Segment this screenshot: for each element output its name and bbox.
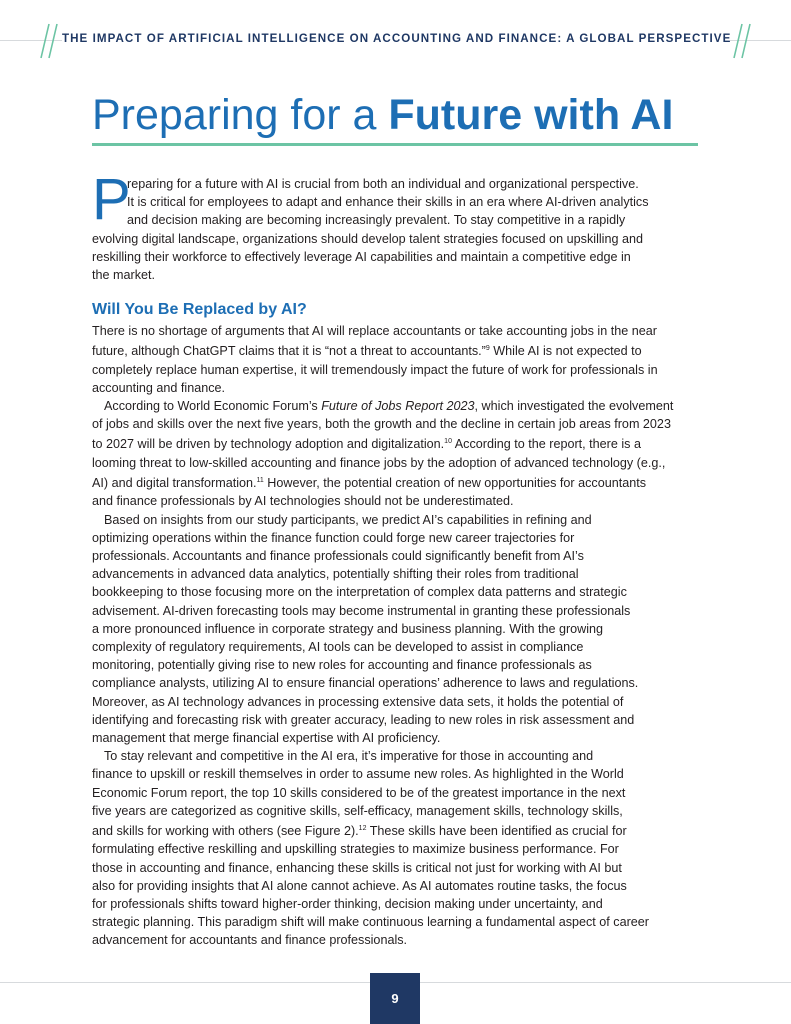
body-line: There is no shortage of arguments that AI will replace accountants or take accounting jobs in the near xyxy=(92,324,657,338)
body-line: complexity of regulatory requirements, AI tools can be developed to assist in compliance xyxy=(92,640,584,655)
body-line: management that merge financial expertise with AI proficiency. xyxy=(92,731,441,746)
page-title-bold: Future with AI xyxy=(388,91,674,139)
intro-line: reskilling their workforce to effectively leverage AI capabilities and maintain a competitive edge in xyxy=(92,249,631,264)
body-line: accounting and finance. xyxy=(92,380,226,395)
body-line: bookkeeping to those focusing more on the interpretation of complex data patterns and strategic xyxy=(92,585,627,600)
footnote-ref[interactable]: 12 xyxy=(358,825,367,833)
body-line: of jobs and skills over the next five years, both the growth and the decline in certain job areas from 2023 xyxy=(92,417,671,432)
title-underline xyxy=(92,143,698,146)
body-text: to 2027 will be driven by technology adoption and digitalization. xyxy=(92,437,445,452)
body-text: , which investigated the evolvement xyxy=(474,399,674,413)
page-title xyxy=(92,88,673,142)
body-line xyxy=(92,433,673,453)
body-text: According to World Economic Forum’s xyxy=(104,399,322,413)
body-line: Economic Forum report, the top 10 skills considered to be of the greatest importance in the next xyxy=(92,785,626,800)
body-line: strategic planning. This paradigm shift will make continuous learning a fundamental aspect of career xyxy=(92,915,649,930)
body-text: However, the potential creation of new opportunities for accountants xyxy=(263,476,647,491)
body-line: To stay relevant and competitive in the AI era, it’s imperative for those in accounting and xyxy=(104,749,594,764)
body-text: According to the report, there is a xyxy=(451,437,641,452)
body-text: While AI is not expected to xyxy=(489,344,642,359)
intro-line: reparing for a future with AI is crucial from both an individual and organizational perspective. xyxy=(127,177,639,191)
body-line xyxy=(92,340,673,360)
body-line: identifying and forecasting risk with greater accuracy, leading to new roles in risk assessment and xyxy=(92,712,635,727)
body-line: formulating effective reskilling and upskilling strategies to maximize business performance. For xyxy=(92,842,619,857)
body-line xyxy=(92,472,673,492)
body-text: future, although ChatGPT claims that it is “not a threat to accountants.” xyxy=(92,344,486,359)
header-slashes-right-icon xyxy=(731,22,753,60)
footnote-ref[interactable]: 9 xyxy=(485,345,490,353)
body-line: looming threat to low-skilled accounting and finance jobs by the adoption of advanced technology (e.g., xyxy=(92,455,666,470)
body-line: compliance analysts, utilizing AI to ensure financial operations’ adherence to laws and regulations. xyxy=(92,676,639,691)
body-line xyxy=(92,397,673,415)
drop-cap: P xyxy=(92,167,131,232)
intro-line: It is critical for employees to adapt and enhance their skills in an era where AI-driven analytics xyxy=(127,195,649,210)
intro-line: the market. xyxy=(92,268,155,282)
intro-lines-indented xyxy=(127,175,649,230)
body-line: also for providing insights that AI alone cannot achieve. As AI automates routine tasks, the focus xyxy=(92,878,627,893)
section-body xyxy=(92,322,673,950)
running-header-title: THE IMPACT OF ARTIFICIAL INTELLIGENCE ON ACCOUNTING AND FINANCE: A GLOBAL PERSPECTIVE xyxy=(62,32,732,45)
body-line: Moreover, as AI technology advances in processing extensive data sets, it holds the potential of xyxy=(92,694,624,709)
body-line: completely replace human expertise, it will tremendously impact the future of work for professionals in xyxy=(92,362,658,377)
body-line: Based on insights from our study participants, we predict AI’s capabilities in refining and xyxy=(104,512,592,527)
body-line: and finance professionals by AI technologies should not be underestimated. xyxy=(92,494,514,509)
intro-line: and decision making are becoming increasingly prevalent. To stay competitive in a rapidly xyxy=(127,213,626,228)
body-line: advisement. AI-driven forecasting tools may become instrumental in granting these professionals xyxy=(92,603,631,618)
footnote-ref[interactable]: 11 xyxy=(256,477,264,484)
body-line: advancement for accountants and finance professionals. xyxy=(92,933,408,948)
header-slashes-left-icon xyxy=(38,22,60,60)
body-line: monitoring, potentially giving rise to new roles for accounting and finance professionals as xyxy=(92,658,592,673)
footnote-ref[interactable]: 10 xyxy=(444,438,452,446)
page-title-regular: Preparing for a xyxy=(92,91,389,139)
section-heading: Will You Be Replaced by AI? xyxy=(92,301,307,318)
body-line: five years are categorized as cognitive skills, self-efficacy, management skills, technology skills, xyxy=(92,803,623,818)
intro-line: evolving digital landscape, organizations should develop talent strategies focused on upskilling and xyxy=(92,231,643,246)
body-line: those in accounting and finance, enhancing these skills is critical not just for working with AI but xyxy=(92,860,622,875)
body-line: for professionals shifts toward higher-order thinking, decision making under uncertainty, and xyxy=(92,897,603,912)
body-line: advancements in advanced data analytics, potentially shifting their roles from traditional xyxy=(92,567,579,582)
body-text: AI) and digital transformation. xyxy=(92,476,257,491)
body-line: optimizing operations within the finance function could forge new career trajectories for xyxy=(92,530,575,545)
page-number: 9 xyxy=(370,973,420,1024)
report-title: Future of Jobs Report 2023 xyxy=(321,399,475,413)
body-line xyxy=(92,820,673,840)
body-line: a more pronounced influence in corporate strategy and business planning. With the growing xyxy=(92,621,604,636)
body-line: professionals. Accountants and finance professionals could significantly benefit from AI’s xyxy=(92,549,584,563)
intro-lines-full xyxy=(92,230,643,285)
body-text: and skills for working with others (see Figure 2). xyxy=(92,824,359,839)
body-line: finance to upskill or reskill themselves in order to assume new roles. As highlighted in the World xyxy=(92,767,624,782)
body-text: These skills have been identified as crucial for xyxy=(366,824,627,839)
